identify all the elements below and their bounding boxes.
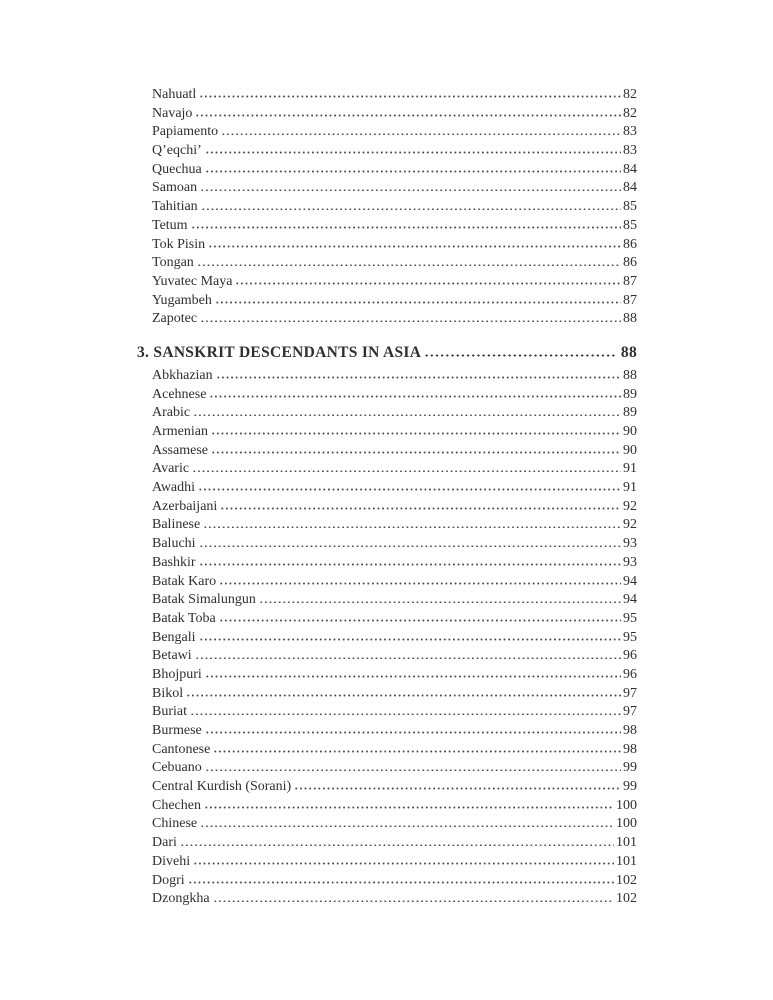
toc-entry-page: 86 <box>623 255 637 271</box>
toc-entry-page: 89 <box>623 405 637 421</box>
dot-leader <box>205 759 621 771</box>
dot-leader <box>204 797 614 809</box>
toc-entry[interactable] <box>152 853 637 872</box>
dot-leader <box>205 142 621 154</box>
dot-leader <box>211 442 621 454</box>
toc-entry[interactable] <box>152 179 637 198</box>
toc-entry-label: Bhojpuri <box>152 666 202 682</box>
toc-entry-page: 99 <box>623 760 637 776</box>
toc-entry[interactable] <box>152 516 637 535</box>
toc-entry-page: 96 <box>623 666 637 682</box>
toc-entry-label: Abkhazian <box>152 367 213 383</box>
toc-entry-page: 82 <box>623 105 637 121</box>
toc-entry-label: Batak Toba <box>152 610 216 626</box>
toc-entry-page: 97 <box>623 685 637 701</box>
toc-entry-label: Tok Pisin <box>152 236 206 252</box>
dot-leader <box>221 123 621 135</box>
toc-entry-page: 95 <box>623 610 637 626</box>
toc-entry[interactable] <box>152 554 637 573</box>
toc-entry[interactable] <box>152 105 637 124</box>
toc-entry-label: Batak Karo <box>152 573 217 589</box>
toc-entry-label: Awadhi <box>152 480 196 496</box>
toc-entry[interactable] <box>152 573 637 592</box>
toc-entry-page: 93 <box>623 554 637 570</box>
toc-entry-label: Quechua <box>152 161 202 177</box>
dot-leader <box>199 554 621 566</box>
toc-entry[interactable] <box>152 123 637 142</box>
toc-section <box>137 86 637 329</box>
toc-entry-label: Nahuatl <box>152 87 197 102</box>
dot-leader <box>294 778 621 790</box>
toc-entry-page: 94 <box>623 573 637 589</box>
toc-entry[interactable] <box>152 834 637 853</box>
toc-entry-page: 91 <box>623 461 637 477</box>
toc-entry-page: 97 <box>623 704 637 720</box>
toc-entry-page: 100 <box>616 816 637 832</box>
dot-leader <box>191 217 621 229</box>
toc-entry[interactable] <box>152 815 637 834</box>
dot-leader <box>190 703 621 715</box>
toc-entry[interactable] <box>152 86 637 105</box>
toc-entry-page: 95 <box>623 629 637 645</box>
toc-entry[interactable] <box>152 217 637 236</box>
toc-entry-label: Central Kurdish (Sorani) <box>152 779 292 795</box>
toc-entry[interactable] <box>152 479 637 498</box>
toc-entry-page: 88 <box>623 311 637 327</box>
toc-entry-label: Acehnese <box>152 386 207 402</box>
toc-entry-page: 89 <box>623 386 637 402</box>
toc-entry[interactable] <box>152 629 637 648</box>
toc-entry-label: Assamese <box>152 442 208 458</box>
toc-entry[interactable] <box>152 236 637 255</box>
toc-entry-page: 96 <box>623 648 637 664</box>
dot-leader <box>200 815 614 827</box>
toc-entry-list <box>137 367 637 909</box>
toc-entry[interactable] <box>152 442 637 461</box>
toc-entry-label: Armenian <box>152 424 208 439</box>
toc-entry-page: 98 <box>623 723 637 738</box>
toc-entry-label: Chinese <box>152 816 198 832</box>
toc-entry-page: 93 <box>623 536 637 552</box>
toc-entry-page: 87 <box>623 273 637 289</box>
toc-entry[interactable] <box>152 703 637 722</box>
toc-entry-page: 84 <box>623 161 637 177</box>
toc-section <box>137 342 637 909</box>
toc-entry-page: 82 <box>623 87 637 102</box>
toc-entry-label: Azerbaijani <box>152 498 218 514</box>
toc-entry-page: 83 <box>623 143 637 159</box>
toc-entry-label: Dari <box>152 835 177 851</box>
toc-entry[interactable] <box>152 666 637 685</box>
dot-leader <box>197 254 621 266</box>
toc-entry-label: Q’eqchi’ <box>152 143 202 159</box>
toc-entry-label: Yuvatec Maya <box>152 273 233 289</box>
toc-entry-label: Samoan <box>152 180 198 196</box>
dot-leader <box>205 161 621 173</box>
toc-entry-label: Zapotec <box>152 311 198 327</box>
toc-heading-label: 3. SANSKRIT DESCENDANTS IN ASIA <box>137 343 422 361</box>
toc-entry-label: Bashkir <box>152 554 196 570</box>
toc-entry-page: 85 <box>623 217 637 233</box>
dot-leader <box>193 853 614 865</box>
toc-entry-page: 86 <box>623 236 637 252</box>
toc-entry-label: Papiamento <box>152 124 219 140</box>
toc-entry[interactable] <box>152 292 637 311</box>
dot-leader <box>216 367 621 379</box>
toc-entry-list <box>137 86 637 329</box>
dot-leader <box>424 345 616 357</box>
dot-leader <box>199 86 621 98</box>
toc-entry-page: 90 <box>623 442 637 458</box>
toc-entry-label: Yugambeh <box>152 292 212 308</box>
toc-entry-page: 87 <box>623 292 637 308</box>
toc-heading-page: 88 <box>620 343 637 361</box>
dot-leader <box>205 666 621 678</box>
toc <box>137 86 637 909</box>
toc-entry[interactable] <box>152 273 637 292</box>
dot-leader <box>213 741 621 753</box>
toc-entry[interactable] <box>152 198 637 217</box>
toc-entry[interactable] <box>152 722 637 741</box>
toc-entry-page: 85 <box>623 199 637 215</box>
toc-entry-label: Betawi <box>152 648 192 664</box>
toc-entry[interactable] <box>152 535 637 554</box>
toc-entry[interactable] <box>152 460 637 479</box>
dot-leader <box>220 498 621 510</box>
dot-leader <box>199 629 621 641</box>
toc-entry-page: 83 <box>623 124 637 140</box>
toc-entry-page: 102 <box>616 891 637 907</box>
toc-entry-label: Dogri <box>152 872 185 888</box>
toc-entry[interactable] <box>152 890 637 909</box>
toc-entry-label: Arabic <box>152 405 191 421</box>
toc-entry-label: Tetum <box>152 217 188 233</box>
dot-leader <box>195 105 621 117</box>
dot-leader <box>188 872 614 884</box>
dot-leader <box>205 722 621 734</box>
toc-entry-page: 101 <box>616 835 637 851</box>
dot-leader <box>235 273 621 285</box>
toc-entry-label: Batak Simalungun <box>152 592 256 608</box>
dot-leader <box>200 310 621 322</box>
toc-section-heading[interactable] <box>137 342 637 364</box>
dot-leader <box>203 516 621 528</box>
toc-entry-label: Navajo <box>152 105 193 121</box>
toc-entry-page: 100 <box>616 797 637 813</box>
toc-entry[interactable] <box>152 741 637 760</box>
toc-entry[interactable] <box>152 498 637 517</box>
toc-entry[interactable] <box>152 759 637 778</box>
toc-entry-page: 92 <box>623 498 637 514</box>
dot-leader <box>213 890 614 902</box>
toc-entry[interactable] <box>152 142 637 161</box>
toc-entry-label: Dzongkha <box>152 891 210 907</box>
dot-leader <box>209 386 621 398</box>
toc-entry[interactable] <box>152 367 637 386</box>
toc-entry-label: Cebuano <box>152 760 202 776</box>
toc-entry-page: 84 <box>623 180 637 196</box>
dot-leader <box>259 591 621 603</box>
dot-leader <box>198 479 621 491</box>
dot-leader <box>201 198 621 210</box>
dot-leader <box>200 179 621 191</box>
toc-entry-page: 101 <box>616 853 637 869</box>
toc-entry-page: 94 <box>623 592 637 608</box>
dot-leader <box>215 292 621 304</box>
toc-entry[interactable] <box>152 404 637 423</box>
toc-entry[interactable] <box>152 872 637 891</box>
toc-entry-label: Buriat <box>152 704 187 720</box>
toc-entry[interactable] <box>152 797 637 816</box>
toc-entry-label: Tongan <box>152 255 194 271</box>
toc-entry-label: Chechen <box>152 797 201 813</box>
dot-leader <box>186 685 621 697</box>
dot-leader <box>219 573 621 585</box>
toc-entry[interactable] <box>152 310 637 329</box>
toc-entry-page: 102 <box>616 872 637 888</box>
dot-leader <box>195 647 621 659</box>
toc-entry-page: 99 <box>623 779 637 795</box>
toc-entry[interactable] <box>152 610 637 629</box>
dot-leader <box>219 610 621 622</box>
dot-leader <box>192 460 621 472</box>
toc-entry-label: Avaric <box>152 461 190 477</box>
toc-entry-label: Bengali <box>152 629 196 645</box>
toc-entry[interactable] <box>152 591 637 610</box>
toc-entry-label: Baluchi <box>152 536 196 552</box>
toc-entry-label: Balinese <box>152 517 201 533</box>
toc-entry[interactable] <box>152 254 637 273</box>
toc-entry[interactable] <box>152 423 637 442</box>
toc-entry[interactable] <box>152 386 637 405</box>
toc-entry-page: 88 <box>623 367 637 383</box>
toc-entry[interactable] <box>152 161 637 180</box>
dot-leader <box>199 535 621 547</box>
toc-entry-page: 92 <box>623 517 637 533</box>
toc-entry-page: 90 <box>623 424 637 439</box>
toc-entry-label: Tahitian <box>152 199 198 215</box>
dot-leader <box>208 236 621 248</box>
toc-entry-page: 91 <box>623 480 637 496</box>
toc-entry-page: 98 <box>623 741 637 757</box>
toc-entry-label: Burmese <box>152 723 202 738</box>
toc-entry-label: Cantonese <box>152 741 211 757</box>
dot-leader <box>180 834 614 846</box>
dot-leader <box>193 404 621 416</box>
dot-leader <box>211 423 621 435</box>
toc-entry[interactable] <box>152 685 637 704</box>
toc-entry-label: Divehi <box>152 853 191 869</box>
toc-entry[interactable] <box>152 778 637 797</box>
toc-entry-label: Bikol <box>152 685 184 701</box>
toc-entry[interactable] <box>152 647 637 666</box>
